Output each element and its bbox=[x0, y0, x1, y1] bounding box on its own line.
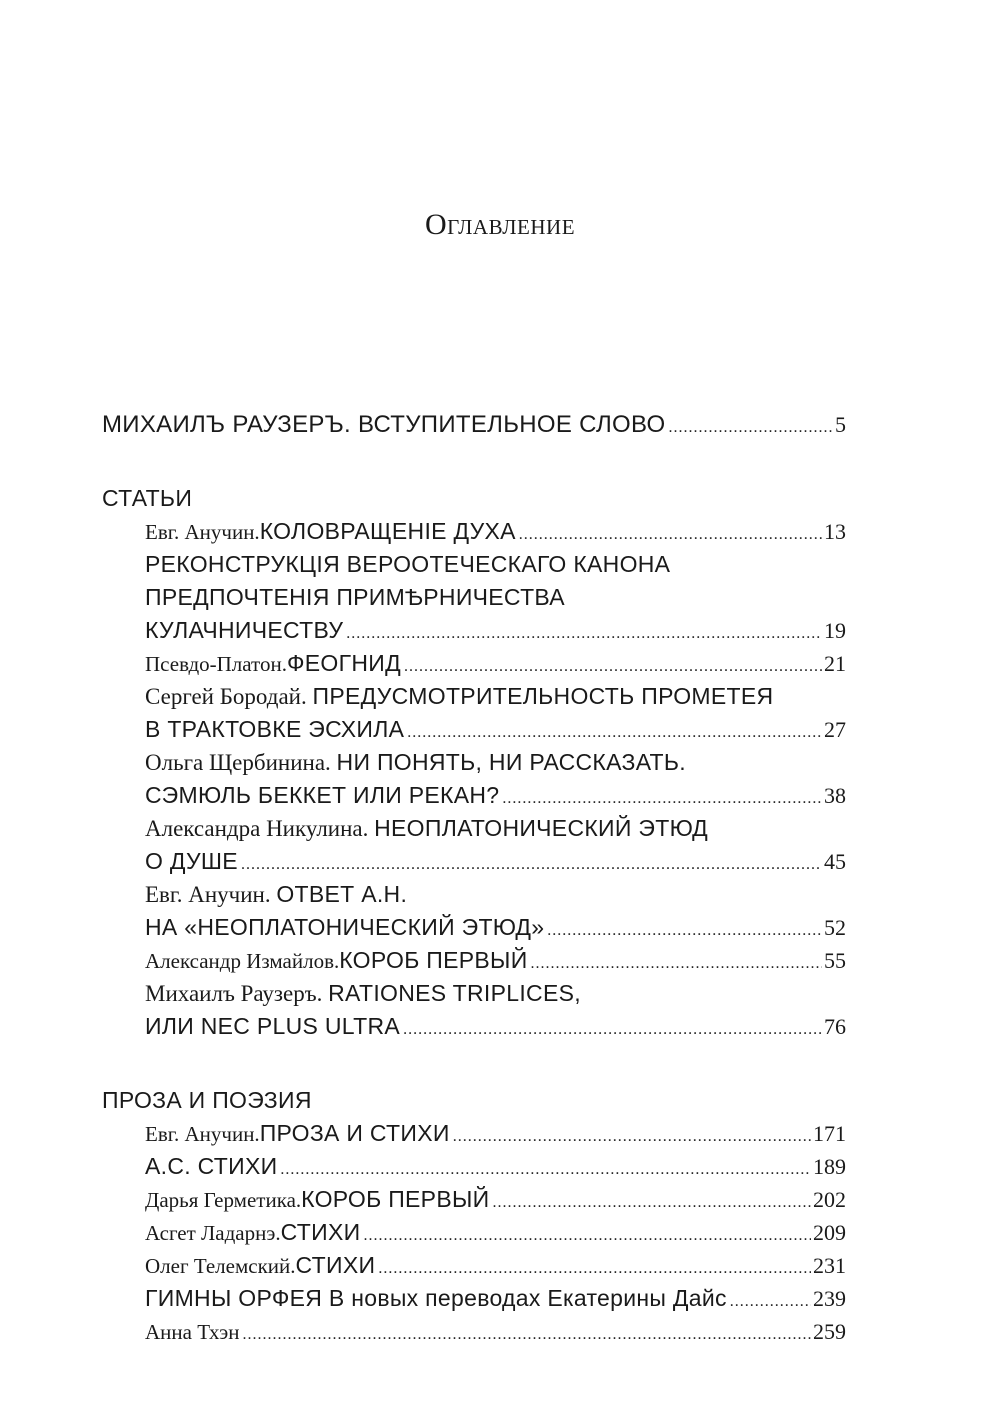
dot-leader bbox=[242, 1318, 811, 1351]
entry-title: ФЕОГНИД bbox=[286, 650, 401, 676]
toc-entry[interactable] bbox=[102, 515, 846, 548]
entry-line bbox=[145, 977, 846, 1010]
entry-line bbox=[145, 1282, 846, 1315]
page-title: Оглавление bbox=[424, 208, 576, 241]
entry-title: РЕКОНСТРУКЦІЯ ВЕРООТЕЧЕСКАГО КАНОНА bbox=[145, 551, 671, 577]
toc-entry[interactable] bbox=[102, 1150, 846, 1183]
entry-title: О ДУШЕ bbox=[145, 848, 238, 874]
entry-line bbox=[145, 944, 846, 977]
entry-line bbox=[145, 548, 846, 581]
entry-line bbox=[145, 845, 846, 878]
toc-entry[interactable] bbox=[102, 746, 846, 812]
entry-line bbox=[145, 779, 846, 812]
entry-line bbox=[145, 1249, 846, 1282]
toc-entry[interactable] bbox=[102, 1216, 846, 1249]
dot-leader bbox=[502, 782, 822, 815]
toc-entry[interactable] bbox=[102, 812, 846, 878]
section-heading: СТАТЬИ bbox=[102, 485, 193, 511]
entry-author: Александр Измайлов. bbox=[145, 949, 340, 973]
entry-title: А.С. СТИХИ bbox=[145, 1153, 278, 1179]
entry-title: ПРОЗА И СТИХИ bbox=[259, 1120, 450, 1146]
entry-title: НА «НЕОПЛАТОНИЧЕСКИЙ ЭТЮД» bbox=[145, 914, 545, 940]
page-number: 38 bbox=[824, 783, 846, 808]
dot-leader bbox=[378, 1252, 811, 1285]
dot-leader bbox=[547, 914, 822, 947]
toc-entry[interactable] bbox=[102, 944, 846, 977]
page-number: 231 bbox=[813, 1253, 846, 1278]
entry-author: Асгет Ладарнэ. bbox=[145, 1221, 281, 1245]
entry-line bbox=[145, 680, 846, 713]
dot-leader bbox=[346, 617, 822, 650]
entry-title: ПРЕДУСМОТРИТЕЛЬНОСТЬ ПРОМЕТЕЯ bbox=[312, 683, 774, 709]
page-number: 202 bbox=[813, 1187, 846, 1212]
toc-entry-intro[interactable] bbox=[102, 408, 846, 441]
entry-author: Ольга Щербинина. bbox=[145, 750, 331, 775]
entry-line bbox=[145, 1315, 846, 1348]
toc-entry[interactable] bbox=[102, 1249, 846, 1282]
entry-author: Евг. Анучин. bbox=[145, 520, 260, 544]
toc-entry[interactable] bbox=[102, 1117, 846, 1150]
entry-line bbox=[145, 515, 846, 548]
entry-author: Евг. Анучин. bbox=[145, 882, 271, 907]
dot-leader bbox=[453, 1120, 811, 1153]
page-number: 239 bbox=[813, 1286, 846, 1311]
entry-title: МИХАИЛЪ РАУЗЕРЪ. ВСТУПИТЕЛЬНОЕ СЛОВО bbox=[102, 411, 666, 438]
entry-line bbox=[145, 614, 846, 647]
entry-author: Михаилъ Раузеръ. bbox=[145, 981, 323, 1006]
entry-line bbox=[145, 647, 846, 680]
entry-title: ОТВЕТ А.Н. bbox=[276, 881, 408, 907]
entry-line bbox=[145, 878, 846, 911]
entry-line bbox=[145, 1010, 846, 1043]
entry-title: RATIONES TRIPLICES, bbox=[328, 980, 581, 1006]
entry-title: СТИХИ bbox=[295, 1252, 376, 1278]
page-number: 259 bbox=[813, 1319, 846, 1344]
dot-leader bbox=[668, 411, 833, 444]
table-of-contents bbox=[102, 408, 846, 1348]
page-number: 171 bbox=[813, 1121, 846, 1146]
entry-author: Анна Тхэн bbox=[145, 1320, 240, 1344]
entry-title: НЕОПЛАТОНИЧЕСКИЙ ЭТЮД bbox=[374, 815, 708, 841]
entry-title: ГИМНЫ ОРФЕЯ В новых переводах Екатерины Дайс bbox=[145, 1285, 727, 1311]
section-heading: ПРОЗА И ПОЭЗИЯ bbox=[102, 1087, 312, 1113]
page-number: 189 bbox=[813, 1154, 846, 1179]
entry-line bbox=[145, 1150, 846, 1183]
entry-author: Псевдо-Платон. bbox=[145, 652, 287, 676]
toc-entry[interactable] bbox=[102, 878, 846, 944]
entry-line bbox=[145, 1216, 846, 1249]
dot-leader bbox=[280, 1153, 811, 1186]
toc-entry[interactable] bbox=[102, 1315, 846, 1348]
entry-line bbox=[145, 746, 846, 779]
entry-author: Евг. Анучин. bbox=[145, 1122, 260, 1146]
entry-title: КОРОБ ПЕРВЫЙ bbox=[301, 1186, 490, 1212]
entry-title: В ТРАКТОВКЕ ЭСХИЛА bbox=[145, 716, 405, 742]
page-number: 21 bbox=[824, 651, 846, 676]
entry-author: Дарья Герметика. bbox=[145, 1188, 302, 1212]
entry-line bbox=[145, 581, 846, 614]
dot-leader bbox=[404, 650, 822, 683]
entry-title: КУЛАЧНИЧЕСТВУ bbox=[145, 617, 344, 643]
entry-line bbox=[145, 1183, 846, 1216]
page-number: 52 bbox=[824, 915, 846, 940]
entry-author: Сергей Бородай. bbox=[145, 684, 307, 709]
entry-title: СЭМЮЛЬ БЕККЕТ ИЛИ РЕКАН? bbox=[145, 782, 500, 808]
toc-entry[interactable] bbox=[102, 1183, 846, 1216]
entry-title: НИ ПОНЯТЬ, НИ РАССКАЗАТЬ. bbox=[336, 749, 686, 775]
page-number: 76 bbox=[824, 1014, 846, 1039]
dot-leader bbox=[407, 716, 822, 749]
page-number: 19 bbox=[824, 618, 846, 643]
toc-entry[interactable] bbox=[102, 548, 846, 647]
entry-line bbox=[145, 911, 846, 944]
page-number: 5 bbox=[835, 412, 846, 437]
entry-line bbox=[145, 713, 846, 746]
dot-leader bbox=[519, 518, 822, 551]
dot-leader bbox=[492, 1186, 811, 1219]
toc-entry[interactable] bbox=[102, 977, 846, 1043]
entry-title: ИЛИ NEC PLUS ULTRA bbox=[145, 1013, 401, 1039]
toc-entry[interactable] bbox=[102, 647, 846, 680]
page-number: 55 bbox=[824, 948, 846, 973]
entry-title: ПРЕДПОЧТЕНІЯ ПРИМѢРНИЧЕСТВА bbox=[145, 584, 565, 610]
dot-leader bbox=[531, 947, 822, 980]
dot-leader bbox=[241, 848, 822, 881]
dot-leader bbox=[403, 1013, 822, 1046]
dot-leader bbox=[363, 1219, 811, 1252]
entry-line bbox=[145, 1117, 846, 1150]
dot-leader bbox=[730, 1285, 811, 1318]
entry-line bbox=[145, 812, 846, 845]
entry-title: КОРОБ ПЕРВЫЙ bbox=[339, 947, 528, 973]
page-number: 27 bbox=[824, 717, 846, 742]
page-number: 13 bbox=[824, 519, 846, 544]
entry-title: КОЛОВРАЩЕНІЕ ДУХА bbox=[259, 518, 516, 544]
toc-entry[interactable] bbox=[102, 1282, 846, 1315]
toc-entry[interactable] bbox=[102, 680, 846, 746]
page-number: 209 bbox=[813, 1220, 846, 1245]
page-number: 45 bbox=[824, 849, 846, 874]
entry-author: Александра Никулина. bbox=[145, 816, 369, 841]
entry-author: Олег Телемский. bbox=[145, 1254, 296, 1278]
entry-title: СТИХИ bbox=[280, 1219, 361, 1245]
